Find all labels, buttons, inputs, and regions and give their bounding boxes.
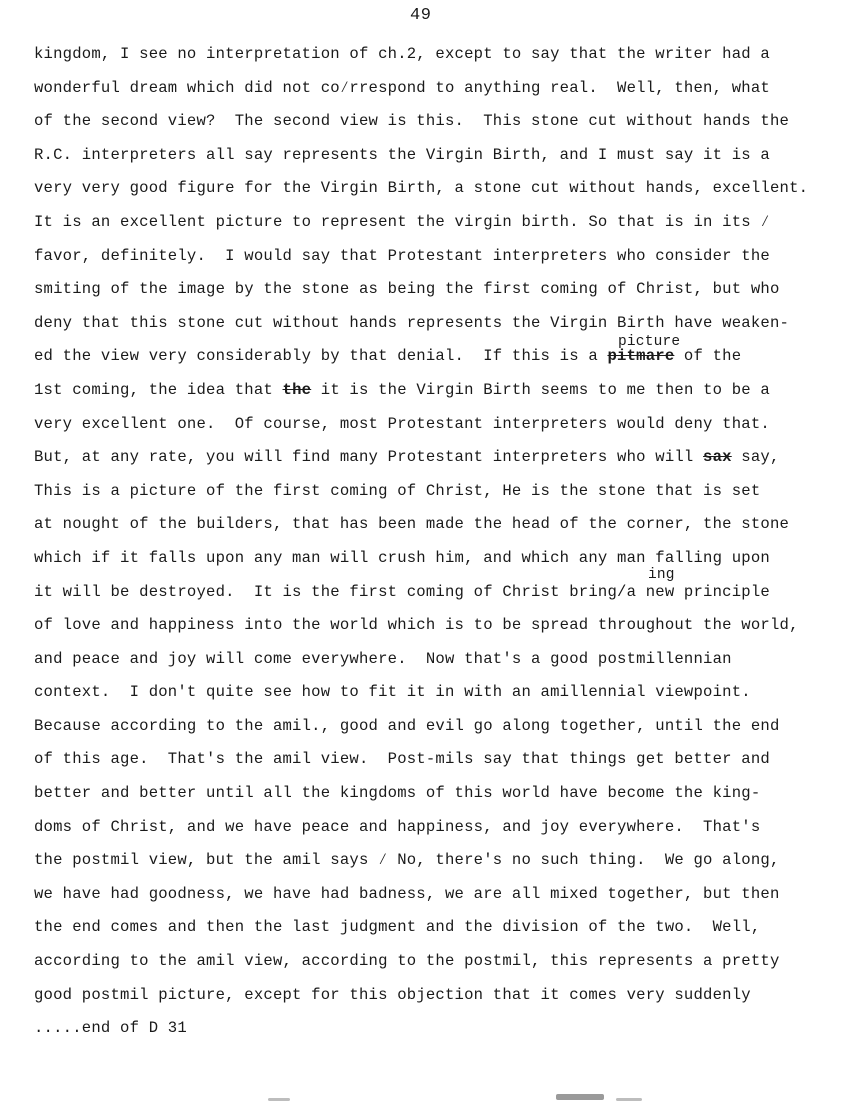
text-line: smiting of the image by the stone as being the first coming of Christ, but who [34,280,780,299]
text-line: very very good figure for the Virgin Birth, a stone cut without hands, excellent. [34,179,809,198]
text-line: and peace and joy will come everywhere. Now that's a good postmillennian [34,649,732,668]
struck-word: the [282,380,312,399]
text-line: at nought of the builders, that has been made the head of the corner, the stone [34,515,790,534]
text-line: doms of Christ, and we have peace and happiness, and joy everywhere. That's [34,817,761,836]
text-line: better and better until all the kingdoms of this world have become the king- [34,784,761,803]
text-line: of the second view? The second view is this. This stone cut without hands the [34,112,790,131]
text-segment: it is the Virgin Birth seems to me then to be a [311,380,770,399]
text-line: favor, definitely. I would say that Protestant interpreters who consider the [34,246,770,265]
text-line: we have had goodness, we have had badness, we are all mixed together, but then [34,884,780,903]
scan-smudge [268,1098,290,1101]
text-line: context. I don't quite see how to fit it in with an amillennial viewpoint. [34,683,751,702]
text-line: .....end of D 31 [34,1019,187,1038]
interlinear-insertion-ing: ing [648,566,675,583]
text-line: kingdom, I see no interpretation of ch.2, except to say that the writer had a [34,45,770,63]
text-line: good postmil picture, except for this objection that it comes very suddenly [34,985,751,1004]
text-segment: ed the view very considerably by that denial. If this is a [34,347,608,366]
text-line: the end comes and then the last judgment and the division of the two. Well, [34,918,761,937]
text-segment: But, at any rate, you will find many Protestant interpreters who will [34,448,704,467]
text-line: very excellent one. Of course, most Protestant interpreters would deny that. [34,414,770,433]
text-line: This is a picture of the first coming of Christ, He is the stone that is set [34,481,761,500]
text-line: the postmil view, but the amil says ⁄ No, there's no such thing. We go along, [34,851,780,870]
text-line: R.C. interpreters all say represents the Virgin Birth, and I must say it is a [34,145,770,164]
struck-word: sax [703,448,732,467]
text-line: wonderful dream which did not co⁄rrespond to anything real. Well, then, what [34,78,770,97]
text-line: It is an excellent picture to represent the virgin birth. So that is in its ⁄ [34,212,770,231]
page-body [34,42,844,1050]
page-number: 49 [410,6,432,25]
scan-edge-marks [0,1090,848,1103]
text-segment: say, [731,448,780,467]
text-segment: 1st coming, the idea that [34,380,283,399]
text-line: Because according to the amil., good and evil go along together, until the end [34,716,780,735]
text-line: which if it falls upon any man will crush him, and which any man falling upon [34,548,770,567]
text-line [34,378,844,412]
scan-smudge [616,1098,642,1101]
text-line: it will be destroyed. It is the first coming of Christ bring/a new principle [34,582,770,601]
text-segment: of the [674,347,742,366]
text-line: of love and happiness into the world which is to be spread throughout the world, [34,616,799,635]
scan-smudge [556,1094,604,1100]
text-line: of this age. That's the amil view. Post-mils say that things get better and [34,750,770,769]
struck-word: pitmare [607,347,675,366]
interlinear-insertion-picture: picture [618,334,681,351]
text-line: according to the amil view, according to the postmil, this represents a pretty [34,952,780,971]
text-line: deny that this stone cut without hands represents the Virgin Birth have weaken- [34,313,790,332]
text-line [34,445,844,479]
text-line [34,344,844,378]
